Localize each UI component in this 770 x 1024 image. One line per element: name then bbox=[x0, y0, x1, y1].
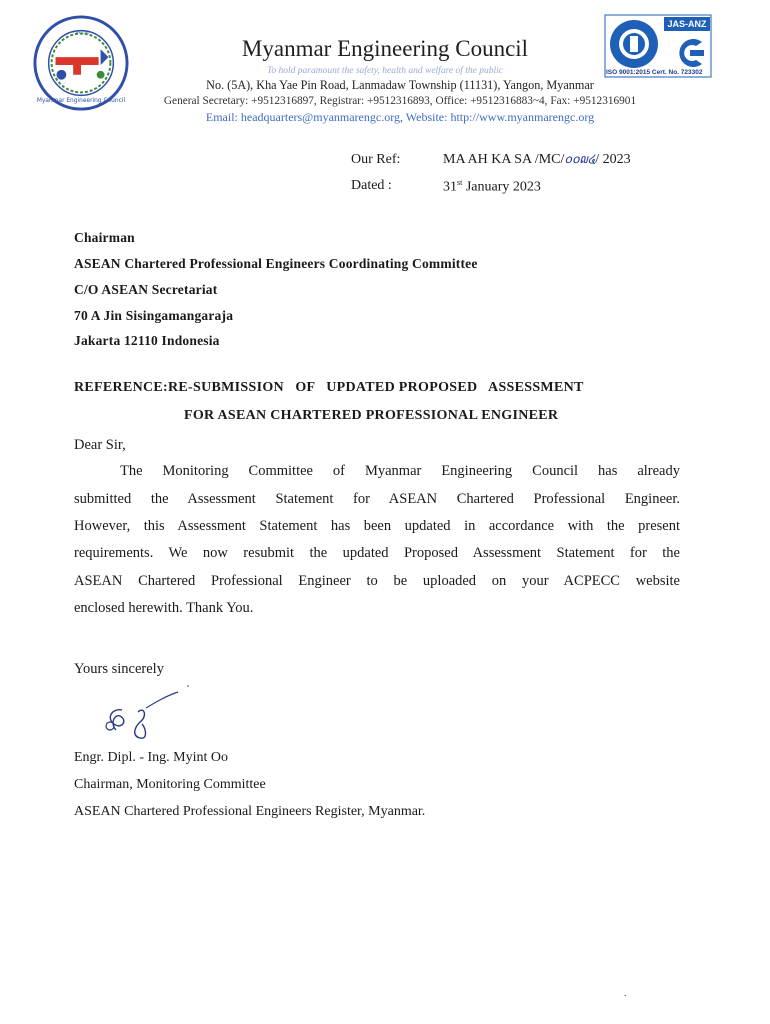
cert-caption: ISO 9001:2015 Cert. No. 723302 bbox=[606, 69, 703, 76]
addressee-line: Chairman bbox=[74, 230, 135, 245]
body-line: enclosed herewith. Thank You. bbox=[74, 600, 254, 616]
ref-suffix: / 2023 bbox=[595, 152, 631, 167]
address: No. (5A), Kha Yae Pin Road, Lanmadaw Township (11131), Yangon, Myanmar bbox=[206, 78, 594, 92]
ref-handwritten-number: ໐໐໙໔ bbox=[564, 152, 596, 166]
body-line: submitted the Assessment Statement for ASEAN Chartered Professional Engineer. bbox=[74, 491, 680, 507]
ref-label: Our Ref: bbox=[351, 152, 401, 167]
addressee-line: Jakarta 12110 Indonesia bbox=[74, 333, 220, 348]
dated-label: Dated : bbox=[351, 178, 392, 193]
email-website: Email: headquarters@myanmarengc.org, Website: http://www.myanmarengc.org bbox=[205, 110, 595, 124]
org-name: Myanmar Engineering Council bbox=[241, 36, 529, 61]
body-line: However, this Assessment Statement has been updated in accordance with the present bbox=[74, 518, 680, 534]
scan-speck: . bbox=[624, 988, 627, 999]
subject-line: REFERENCE:RE-SUBMISSION OF UPDATED PROPOSED ASSESSMENT bbox=[74, 380, 584, 395]
svg-text:ꩠꩡꩢ: ꩠꩡꩢ bbox=[72, 27, 90, 36]
ref-prefix: MA AH KA SA /MC/ bbox=[443, 152, 565, 167]
signer-org: ASEAN Chartered Professional Engineers Register, Myanmar. bbox=[74, 804, 426, 819]
addressee-line: ASEAN Chartered Professional Engineers Coordinating Committee bbox=[74, 256, 478, 271]
addressee-line: C/O ASEAN Secretariat bbox=[74, 282, 218, 297]
contact-numbers: General Secretary: +9512316897, Registrar: +9512316893, Office: +9512316883~4, Fax: +9512316901 bbox=[163, 95, 637, 107]
motto: To hold paramount the safety, health and welfare of the public bbox=[267, 66, 503, 76]
salutation: Dear Sir, bbox=[74, 437, 126, 453]
addressee-line: 70 A Jin Sisingamangaraja bbox=[74, 308, 234, 323]
signer-title: Chairman, Monitoring Committee bbox=[74, 777, 266, 792]
signature-icon bbox=[92, 680, 202, 750]
body-line: ASEAN Chartered Professional Engineer to be uploaded on your ACPECC website bbox=[74, 573, 680, 589]
cert-badge-text: JAS-ANZ bbox=[667, 19, 707, 29]
subject-line: FOR ASEAN CHARTERED PROFESSIONAL ENGINEER bbox=[184, 408, 559, 423]
ref-value bbox=[443, 152, 631, 168]
svg-text:Myanmar Engineering Council: Myanmar Engineering Council bbox=[36, 98, 126, 105]
closing: Yours sincerely bbox=[74, 661, 164, 677]
date-value: 31st January 2023 bbox=[443, 178, 541, 195]
body-line: requirements. We now resubmit the updated Proposed Assessment Statement for the bbox=[74, 545, 680, 561]
body-line: The Monitoring Committee of Myanmar Engineering Council has already bbox=[120, 463, 680, 479]
signer-name: Engr. Dipl. - Ing. Myint Oo bbox=[74, 750, 228, 765]
